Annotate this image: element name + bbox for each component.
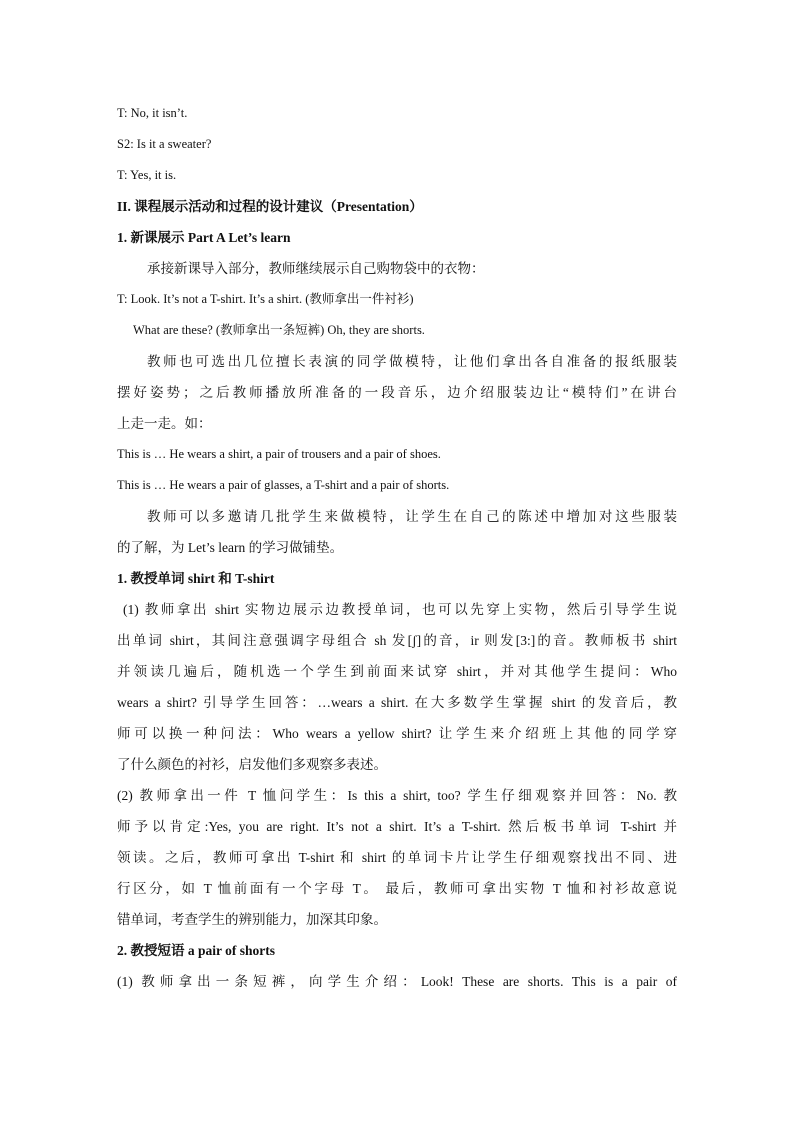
paragraph-line: (1) 教师拿出 shirt 实物边展示边教授单词，也可以先穿上实物，然后引导学生说 xyxy=(123,602,677,617)
subsection-heading: 2. 教授短语 a pair of shorts xyxy=(117,943,276,958)
paragraph-line: 出单词 shirt，其间注意强调字母组合 sh 发[ʃ]的音，ir 则发[3:]的音。教师板书 shirt xyxy=(117,633,677,648)
paragraph-line: 师可以换一种问法：Who wears a yellow shirt? 让学生来介绍班上其他的同学穿 xyxy=(117,726,677,741)
dialogue-line: S2: Is it a sweater? xyxy=(117,137,212,151)
paragraph-line: 教师也可选出几位擅长表演的同学做模特，让他们拿出各自准备的报纸服装 xyxy=(147,354,677,369)
dialogue-line: T: Yes, it is. xyxy=(117,168,177,182)
paragraph-line: wears a shirt? 引导学生回答：…wears a shirt. 在大多数学生掌握 shirt 的发音后，教 xyxy=(117,695,677,710)
paragraph-line: (1) 教师拿出一条短裤，向学生介绍：Look! These are shorts. This is a pair of xyxy=(117,974,677,989)
dialogue-line: T: Look. It’s not a T-shirt. It’s a shirt. (教师拿出一件衬衫) xyxy=(117,292,414,306)
paragraph-line: 领读。之后，教师可拿出 T-shirt 和 shirt 的单词卡片让学生仔细观察找出不同、进 xyxy=(117,850,677,865)
paragraph-line: 了什么颜色的衬衫，启发他们多观察多表述。 xyxy=(117,757,387,772)
subsection-heading: 1. 新课展示 Part A Let’s learn xyxy=(117,230,291,245)
example-line: This is … He wears a shirt, a pair of trousers and a pair of shoes. xyxy=(117,447,441,461)
paragraph-line: 教师可以多邀请几批学生来做模特，让学生在自己的陈述中增加对这些服装 xyxy=(147,509,677,524)
paragraph-line: 师予以肯定:Yes, you are right. It’s not a shirt. It’s a T-shirt. 然后板书单词 T-shirt 并 xyxy=(117,819,677,834)
paragraph-line: 错单词，考查学生的辨别能力，加深其印象。 xyxy=(117,912,387,927)
paragraph-line: 行区分，如 T 恤前面有一个字母 T。 最后，教师可拿出实物 T 恤和衬衫故意说 xyxy=(117,881,677,896)
paragraph-line: 承接新课导入部分，教师继续展示自己购物袋中的衣物： xyxy=(147,261,485,276)
paragraph-line: 的了解，为 Let’s learn 的学习做铺垫。 xyxy=(117,540,344,555)
paragraph-line: 摆好姿势；之后教师播放所准备的一段音乐，边介绍服装边让“模特们”在讲台 xyxy=(117,385,677,400)
dialogue-line: T: No, it isn’t. xyxy=(117,106,188,120)
document-page xyxy=(117,98,677,997)
dialogue-line: What are these? (教师拿出一条短裤) Oh, they are shorts. xyxy=(133,323,425,337)
paragraph-line: 并领读几遍后，随机选一个学生到前面来试穿 shirt，并对其他学生提问：Who xyxy=(117,664,677,679)
subsection-heading: 1. 教授单词 shirt 和 T-shirt xyxy=(117,571,275,586)
paragraph-line: (2) 教师拿出一件 T 恤问学生：Is this a shirt, too? 学生仔细观察并回答：No. 教 xyxy=(117,788,677,803)
example-line: This is … He wears a pair of glasses, a T-shirt and a pair of shorts. xyxy=(117,478,450,492)
paragraph-line: 上走一走。如： xyxy=(117,416,212,431)
section-heading: II. 课程展示活动和过程的设计建议（Presentation） xyxy=(117,199,423,214)
